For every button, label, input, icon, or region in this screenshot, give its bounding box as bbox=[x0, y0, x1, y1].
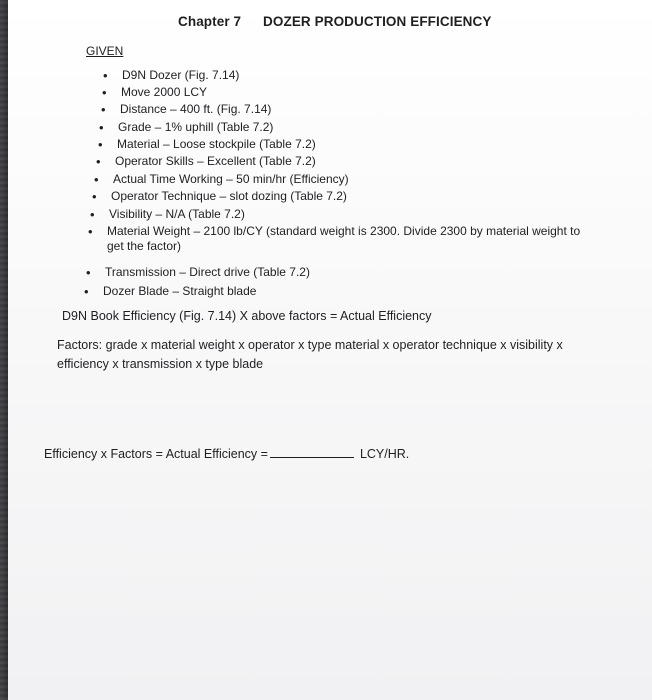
given-item bbox=[99, 120, 274, 135]
given-item bbox=[88, 224, 587, 254]
given-item bbox=[98, 137, 316, 152]
given-item-text: D9N Dozer (Fig. 7.14) bbox=[122, 68, 240, 82]
given-item-text: Move 2000 LCY bbox=[121, 85, 208, 99]
given-item-text: Material – Loose stockpile (Table 7.2) bbox=[117, 137, 316, 151]
given-item bbox=[86, 265, 310, 280]
given-item-text: Distance – 400 ft. (Fig. 7.14) bbox=[120, 102, 272, 116]
given-item-text: Actual Time Working – 50 min/hr (Efficiency) bbox=[113, 172, 349, 186]
given-item bbox=[102, 85, 208, 100]
given-item-text: Dozer Blade – Straight blade bbox=[103, 284, 257, 298]
given-item-text: Grade – 1% uphill (Table 7.2) bbox=[118, 120, 274, 134]
given-item bbox=[96, 154, 316, 169]
bullet-icon: • bbox=[88, 224, 93, 239]
book-efficiency-line: D9N Book Efficiency (Fig. 7.14) X above factors = Actual Efficiency bbox=[62, 309, 432, 323]
chapter-title: DOZER PRODUCTION EFFICIENCY bbox=[263, 14, 492, 29]
given-item bbox=[94, 172, 349, 187]
bullet-icon: • bbox=[96, 154, 101, 169]
factors-paragraph: Factors: grade x material weight x operator x type material x operator technique x visibility x efficiency x transmission x type blade bbox=[57, 338, 563, 371]
bullet-icon: • bbox=[102, 85, 107, 100]
chapter-label: Chapter 7 bbox=[178, 14, 242, 29]
bullet-icon: • bbox=[94, 172, 99, 187]
bullet-icon: • bbox=[101, 102, 106, 117]
given-item bbox=[103, 68, 240, 83]
bullet-icon: • bbox=[86, 265, 91, 280]
given-item bbox=[101, 102, 272, 117]
units-label: LCY/HR. bbox=[359, 447, 410, 461]
bullet-icon: • bbox=[99, 120, 104, 135]
bullet-icon: • bbox=[98, 137, 103, 152]
bullet-icon: • bbox=[90, 207, 95, 222]
final-equation-text: Efficiency x Factors = Actual Efficiency = bbox=[44, 447, 268, 461]
given-item-text: Visibility – N/A (Table 7.2) bbox=[109, 207, 245, 221]
final-equation-line bbox=[44, 445, 604, 464]
answer-blank[interactable] bbox=[270, 446, 354, 458]
bullet-icon: • bbox=[103, 68, 108, 83]
bullet-icon: • bbox=[84, 284, 89, 299]
given-item-text: Operator Technique – slot dozing (Table 7.2) bbox=[111, 189, 347, 203]
bullet-icon: • bbox=[92, 189, 97, 204]
given-heading: GIVEN bbox=[86, 44, 124, 58]
given-item-text: Material Weight – 2100 lb/CY (standard weight is 2300. Divide 2300 by material weight to get the factor) bbox=[107, 224, 581, 253]
page-title bbox=[178, 14, 492, 29]
given-item-text: Operator Skills – Excellent (Table 7.2) bbox=[115, 154, 316, 168]
given-item bbox=[84, 284, 257, 299]
given-item-text: Transmission – Direct drive (Table 7.2) bbox=[105, 265, 310, 279]
given-item bbox=[90, 207, 245, 222]
given-item bbox=[92, 189, 347, 204]
